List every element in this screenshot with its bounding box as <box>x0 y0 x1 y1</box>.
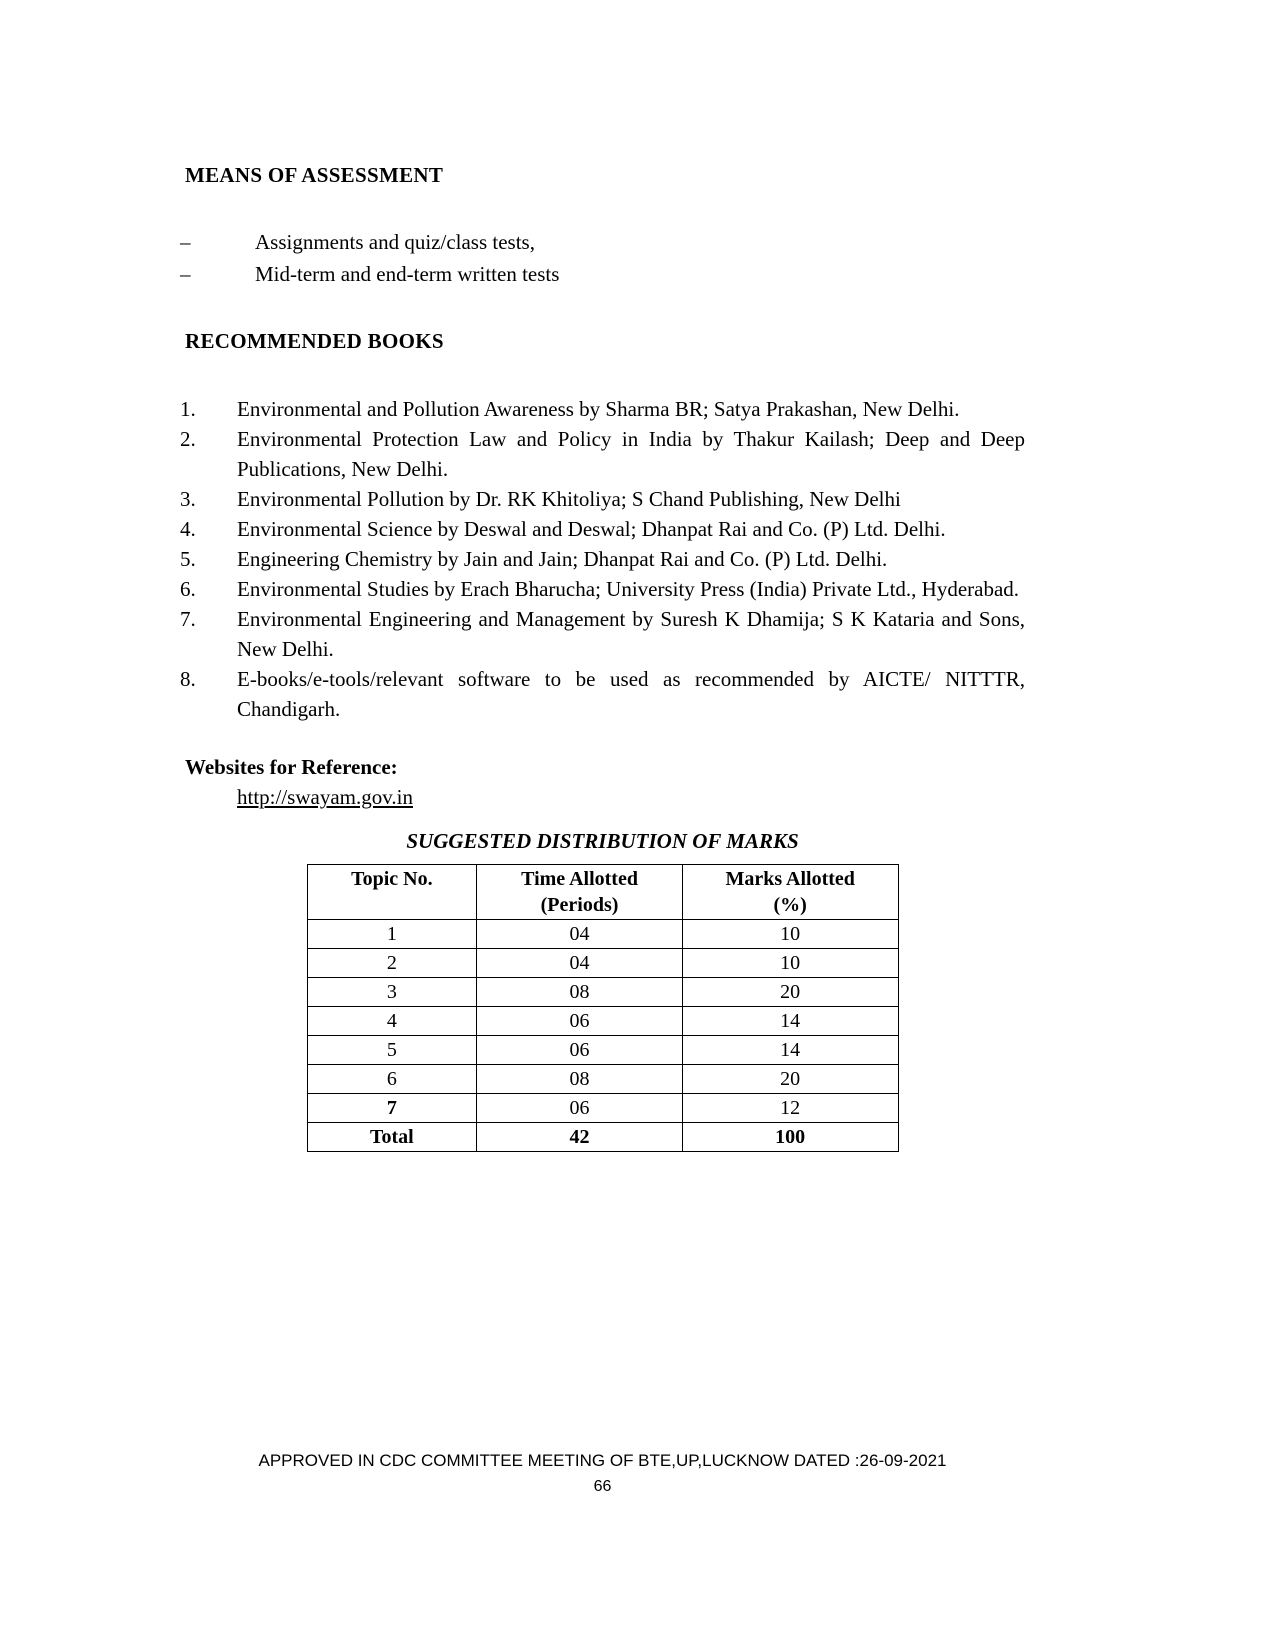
cell-marks-allotted: 20 <box>682 978 898 1007</box>
column-header-line: (%) <box>773 894 807 916</box>
table-row <box>307 1065 898 1094</box>
book-reference-text: Environmental and Pollution Awareness by Sharma BR; Satya Prakashan, New Delhi. <box>237 397 960 421</box>
list-item-number: 7. <box>180 607 196 631</box>
recommended-books-list <box>180 394 1025 724</box>
cell-topic-no: 1 <box>307 920 477 949</box>
assessment-list <box>180 226 1025 290</box>
means-of-assessment-heading: MEANS OF ASSESSMENT <box>185 163 444 187</box>
list-item <box>180 544 1025 574</box>
table-header-row <box>307 865 898 920</box>
marks-table-title: SUGGESTED DISTRIBUTION OF MARKS <box>406 829 799 853</box>
cell-time-allotted: 08 <box>477 978 683 1007</box>
cell-topic-no: 2 <box>307 949 477 978</box>
assessment-item-text: Assignments and quiz/class tests, <box>255 230 535 254</box>
list-item <box>180 484 1025 514</box>
websites-heading: Websites for Reference: <box>185 755 398 779</box>
book-reference-text: Environmental Studies by Erach Bharucha; University Press (India) Private Ltd., Hyderabad. <box>237 577 1020 601</box>
dash-bullet: – <box>180 230 191 254</box>
list-item <box>180 514 1025 544</box>
reference-website-link[interactable]: http://swayam.gov.in <box>237 785 413 809</box>
assessment-item-text: Mid-term and end-term written tests <box>255 262 560 286</box>
list-item <box>180 394 1025 424</box>
list-item-number: 1. <box>180 397 196 421</box>
table-row <box>307 1094 898 1123</box>
column-header-time <box>477 865 683 920</box>
cell-marks-allotted: 20 <box>682 1065 898 1094</box>
list-item <box>180 664 1025 724</box>
table-row <box>307 1036 898 1065</box>
book-reference-text: Environmental Pollution by Dr. RK Khitoliya; S Chand Publishing, New Delhi <box>237 487 901 511</box>
column-header-line: Marks Allotted <box>725 868 855 890</box>
column-header-line: (Periods) <box>540 894 619 916</box>
dash-bullet: – <box>180 262 191 286</box>
cell-time-allotted: 04 <box>477 920 683 949</box>
websites-section <box>180 752 1025 812</box>
cell-topic-no: 7 <box>307 1094 477 1123</box>
column-header-line: Time Allotted <box>521 868 638 890</box>
column-header-topic <box>307 865 477 920</box>
list-item-number: 6. <box>180 577 196 601</box>
marks-distribution-table <box>307 864 899 1152</box>
book-reference-text: Environmental Science by Deswal and Deswal; Dhanpat Rai and Co. (P) Ltd. Delhi. <box>237 517 946 541</box>
list-item-number: 5. <box>180 547 196 571</box>
cell-marks-allotted: 14 <box>682 1036 898 1065</box>
list-item-number: 4. <box>180 517 196 541</box>
list-item <box>180 604 1025 664</box>
page-footer <box>180 1448 1025 1500</box>
book-reference-text: Environmental Protection Law and Policy in India by Thakur Kailash; Deep and Deep Publications, New Delhi. <box>237 427 1025 481</box>
list-item <box>180 226 1025 258</box>
list-item-number: 2. <box>180 427 196 451</box>
table-row <box>307 1007 898 1036</box>
book-reference-text: Environmental Engineering and Management by Suresh K Dhamija; S K Kataria and Sons, New Delhi. <box>237 607 1025 661</box>
cell-topic-no: 5 <box>307 1036 477 1065</box>
table-row <box>307 949 898 978</box>
cell-marks-allotted: 14 <box>682 1007 898 1036</box>
cell-total-label: Total <box>307 1123 477 1152</box>
approval-note: APPROVED IN CDC COMMITTEE MEETING OF BTE,UP,LUCKNOW DATED :26-09-2021 <box>258 1451 947 1470</box>
cell-total-marks: 100 <box>682 1123 898 1152</box>
book-reference-text: Engineering Chemistry by Jain and Jain; Dhanpat Rai and Co. (P) Ltd. Delhi. <box>237 547 888 571</box>
cell-topic-no: 3 <box>307 978 477 1007</box>
list-item-number: 8. <box>180 667 196 691</box>
column-header-marks <box>682 865 898 920</box>
recommended-books-heading: RECOMMENDED BOOKS <box>185 329 444 353</box>
cell-total-time: 42 <box>477 1123 683 1152</box>
cell-marks-allotted: 10 <box>682 920 898 949</box>
table-total-row <box>307 1123 898 1152</box>
cell-topic-no: 4 <box>307 1007 477 1036</box>
cell-time-allotted: 08 <box>477 1065 683 1094</box>
page-number: 66 <box>593 1478 612 1495</box>
table-row <box>307 920 898 949</box>
cell-time-allotted: 06 <box>477 1094 683 1123</box>
list-item <box>180 258 1025 290</box>
cell-marks-allotted: 12 <box>682 1094 898 1123</box>
table-row <box>307 978 898 1007</box>
cell-time-allotted: 06 <box>477 1036 683 1065</box>
list-item <box>180 574 1025 604</box>
cell-topic-no: 6 <box>307 1065 477 1094</box>
list-item <box>180 424 1025 484</box>
list-item-number: 3. <box>180 487 196 511</box>
column-header-line: Topic No. <box>351 868 433 890</box>
cell-marks-allotted: 10 <box>682 949 898 978</box>
book-reference-text: E-books/e-tools/relevant software to be used as recommended by AICTE/ NITTTR, Chandigarh. <box>237 667 1025 721</box>
cell-time-allotted: 04 <box>477 949 683 978</box>
cell-time-allotted: 06 <box>477 1007 683 1036</box>
